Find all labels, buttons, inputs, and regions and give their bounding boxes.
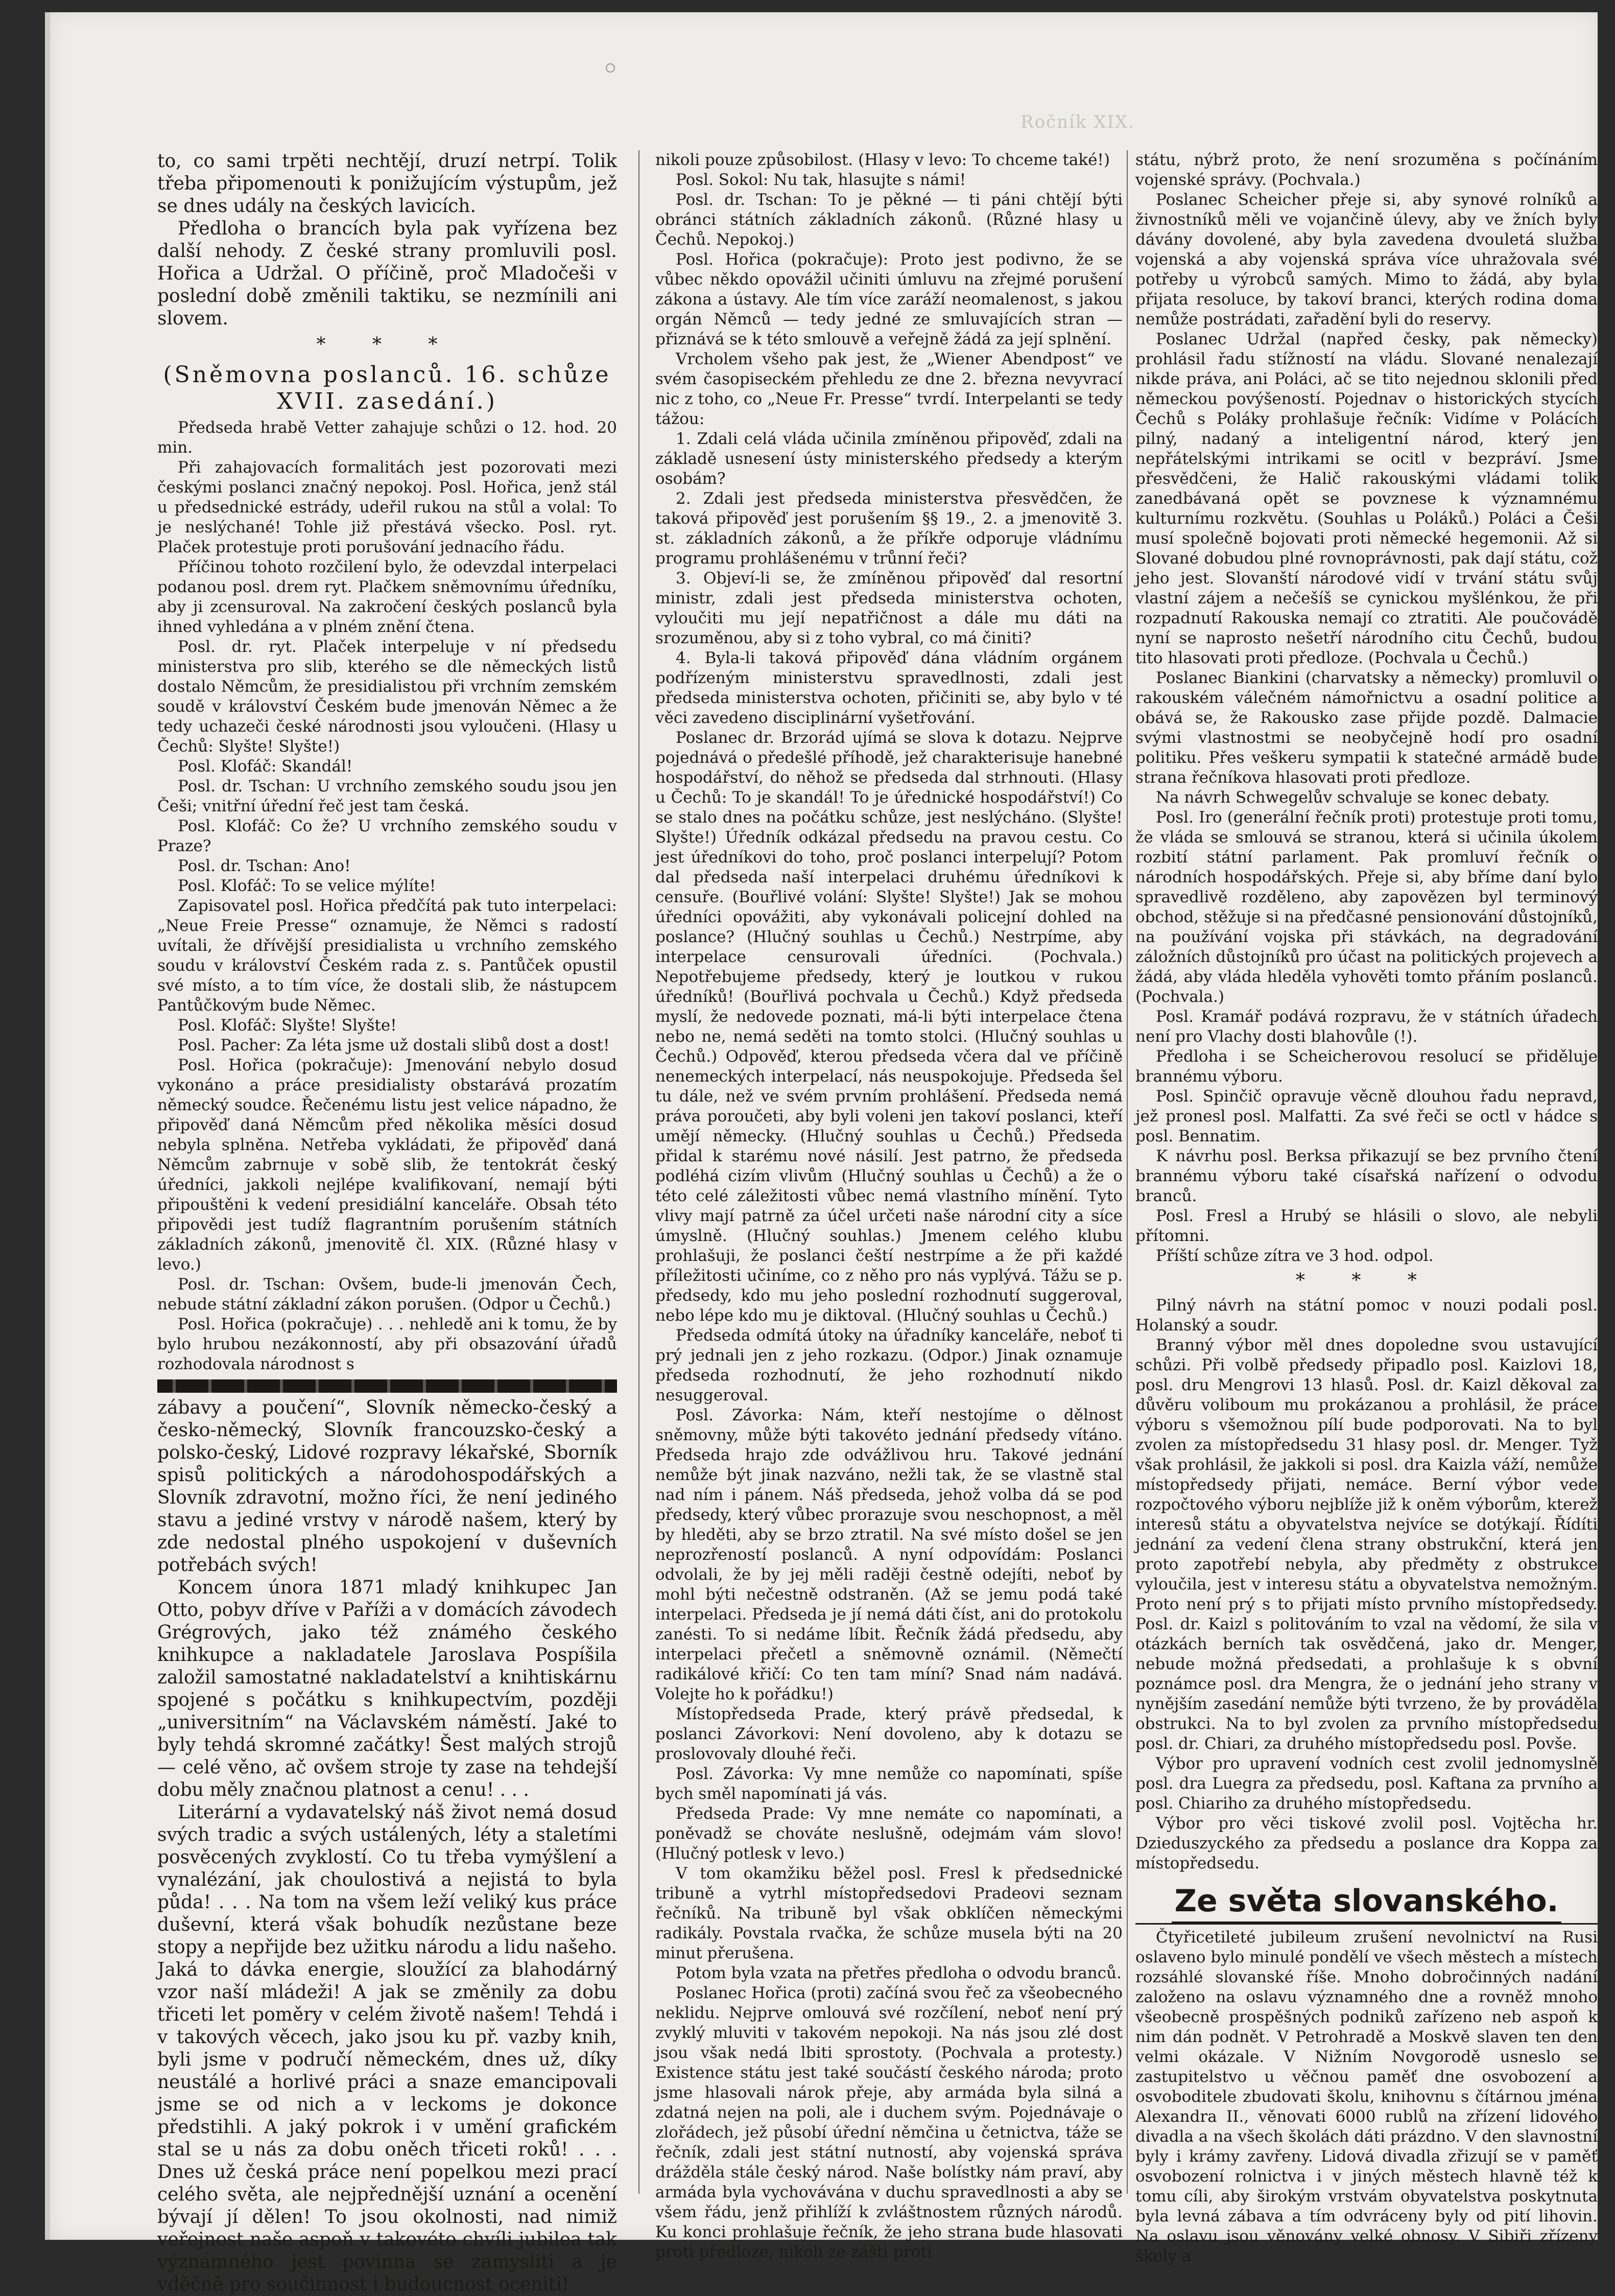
paragraph: Předloha o brancích byla pak vyřízena bez další nehody. Z české strany promluvili posl. Hořica a Udržal. O příčině, proč Mladočeši v poslední době změnili taktiku, se nezmínili ani slovem. <box>157 218 617 329</box>
paragraph: Předseda odmítá útoky na úřadníky kanceláře, neboť ti prý jednali jen z jeho rozkazu. (Odpor.) Jinak oznamuje předseda rozhodnutí, že jeho rozhodnutí nikdo nesuggeroval. <box>655 1326 1123 1404</box>
paragraph: Potom byla vzata na přetřes předloha o odvodu branců. <box>676 1964 1122 1982</box>
paragraph: Literární a vydavatelský náš život nemá dosud svých tradic a svých ustálených, léty a staletími posvěcených zvyklostí. Co tu třeba vymýšlení a vynalézání, jak choulostivá a nejistá to byla půda! . . . Na tom na všem leží veliký kus práce duševní, která však bohudík nezůstane beze stopy a nepřijde bez užitku národu a lidu našeho. Jaká to dávka energie, sloužící za blahodárný vzor naší mládeži! A jak se změnily za dobu třiceti let poměry v celém životě našem! Tehdá i v takových věcech, jako jsou ku př. vazby knih, byli jsme v područí německém, dnes už, díky neustálé a horlivé práci a snaze emancipovali jsme se od nich a v leckoms je dokonce předstihli. A jaký pokrok i v umění grafickém stal se u nás za dobu oněch třiceti roků! . . . Dnes už česká práce není popelkou mezi prací celého světa, ale nejpřednější uznání a ocenění bývají jí dělen! To jsou okolnosti, nad nimiž veřejnost naše aspoň v takovéto chvíli jubilea tak významného jest povinna se zamysliti a je vděčně pro součinnost i budoucnost oceniti! <box>157 1802 617 2295</box>
paragraph: Posl. Spinčič opravuje věcně dlouhou řadu nepravd, jež pronesl posl. Malfatti. Za své řeči se octl v hádce s posl. Bennatim. <box>1135 1087 1598 1145</box>
paragraph: Branný výbor měl dnes dopoledne svou ustavující schůzi. Při volbě předsedy připadlo posl. Kaizlovi 18, posl. dru Mengrovi 13 hlasů. Posl. dr. Kaizl děkoval za důvěru voliboum mu prokázanou a prohlásil, že práce výboru s všemožnou pílí bude podporovati. Na to byl zvolen za místopředsedu 31 hlasy posl. dr. Menger. Tyž však prohlásil, že jakkoli si posl. dra Kaizla váží, nemůže místopředsedy přijati, nemáce. Berní výbor vede rozpočtového výboru nejblíže již k oněm výborům, kterež interesů státu a obyvatelstva nejvíce se dotýkají. Řídíti jednání za vedení člena strany obstrukční, která jen proto zapotřebí nebyla, aby předměty z obstrukce vyloučila, jest v interesu státu a obyvatelstva nemožným. Proto není prý s to přijati místo prvního místopředsedy. Posl. dr. Kaizl s politováním to vzal na vědomí, že sila v otázkách berních tak osvědčená, jako dr. Menger, nebude možná předsedati, a prohlašuje k s obvní poznámce posl. dra Mengra, že o jednání jeho strany v nynějším zasedání nemůže býti tvrzeno, že by prováděla obstrukci. Na to byl zvolen za prvního místopředsedu posl. dr. Chiari, za druhého místopředsedu posl. Povše. <box>1135 1336 1598 1753</box>
paragraph: Poslanec Scheicher přeje si, aby synové rolníků a živnostníků měli ve vojančině úlevy, aby ve žních byly dávány dovolené, aby byla zavedena dvouletá služba vojenská a aby vojenská správa více uhražovala své potřeby u výrobců samých. Mimo to žádá, aby byla přijata resoluce, by takoví branci, kterých rodina doma nemůže postrádati, zařadění byli do reservy. <box>1135 191 1598 329</box>
paragraph: Posl. Hořica (pokračuje): Jmenování nebylo dosud vykonáno a práce presidialisty obstarává prozatím německý soudce. Řečenému listu jest velice nápadno, že připověď daná Němcům před několika měsíci dosud nebyla splněna. Netřeba vykládati, že připověď daná Němcům zabrnuje v sobě slib, že tentokrát český úředníci, jakkoli nejlépe kvalifikovaní, nemají býti připouštěni k vedení presidiální kanceláře. Obsah této připovědi jest tudíž flagrantním porušením státních základních zákonů, jmenovitě čl. XIX. (Různé hlasy v levo.) <box>157 1056 617 1274</box>
feuilleton-divider-bar <box>157 1379 617 1393</box>
paragraph: Posl. Hořica (pokračuje) . . . nehledě ani k tomu, že by bylo hrubou nezákonností, aby při obsazování úřadů rozhodovala národnost s <box>157 1315 617 1373</box>
paragraph: Posl. Sokol: Nu tak, hlasujte s námi! <box>676 171 966 189</box>
paragraph: Posl. Hořica (pokračuje): Proto jest podivno, že se vůbec někdo opovážil učiniti úmluvu na zřejmé porušení zákona a ústavy. Ale tím více zaráží neomalenost, s jakou orgán Němců — tedy jedné ze smluvajících stran — přiznává se k této smlouvě a veřejně žádá za její splnění. <box>655 250 1123 348</box>
paragraph: Na návrh Schwegelův schvaluje se konec debaty. <box>1156 788 1550 807</box>
paragraph: Posl. dr. Tschan: Ovšem, bude-li jmenován Čech, nebude státní základní zákon porušen. (Odpor u Čechů.) <box>157 1275 617 1314</box>
paragraph: Čtyřicetileté jubileum zrušení nevolnictví na Rusi oslaveno bylo minulé pondělí ve všech městech a místech rozsáhlé slovanské říše. Mnoho dobročinných nadání založeno na oslavu významného dne a rovněž mnoho všeobecně prospěšných podniků zařízeno neb aspoň k nim dán podnět. V Petrohradě a Moskvě slaven ten den velmi okázale. V Nižním Novgorodě usneslo se zastupitelstvo u věčnou paměť dne osvobození a osvoboditele zbudovati školu, knihovnu s čítárnou jména Alexandra II., věnovati 6000 rublů na zřízení lidového divadla a na všech školách dáti prázdno. V den slavnostní byly i krámy zavřeny. Lidová divadla zřizují se v paměť osvobození rolnictva i v jiných městech hlavně též k tomu cíli, aby širokým vrstvám obyvatelstva poskytnuta byla levná zábava a tím odvráceny byly od pití lihovin. Na oslavu jsou věnovány velké obnosy. V Sibiři zřízeny školy a <box>1135 1928 1598 2265</box>
paragraph: Výbor pro upravení vodních cest zvolil jednomyslně posl. dra Luegra za předsedu, posl. Kaftana za prvního a posl. Chiariho za druhého místopředsedu. <box>1135 1754 1598 1813</box>
paragraph: V tom okamžiku běžel posl. Fresl k předsednické tribuně a vytrhl místopředsedovi Pradeovi seznam řečníků. Na tribuně byl však obklíčen německými radikály. Povstala rvačka, že schůze musela býti na 20 minut přerušena. <box>655 1864 1123 1962</box>
paragraph: Posl. Klofáč: Skandál! <box>178 757 353 776</box>
paragraph: Posl. Iro (generální řečník proti) protestuje proti tomu, že vláda se smlouvá se stranou, která si učinila úkolem rozbití státní parlament. Pak promluví řečník o národních hospodářských. Přeje si, aby bříme daní bylo spravedlivě rozděleno, aby zapovězen byl terminový obchod, stěžuje si na předčasné pensionování důstojníků, na používání vojska při stávkách, na degradování záložních důstojníků pro účast na politických projevech a žádá, aby vláda hleděla vyhověti tomto přáním poslanců. (Pochvala.) <box>1135 808 1598 1006</box>
paragraph: Výbor pro věci tiskové zvolil posl. Vojtěcha hr. Dzieduszyckého za předsedu a poslance dra Koppa za místopředsedu. <box>1135 1814 1598 1872</box>
paragraph: K návrhu posl. Berksa přikazují se bez prvního čtení brannému výboru také císařská nařízení o odvodu branců. <box>1135 1147 1598 1205</box>
paragraph: Posl. Kramář podává rozpravu, že v státních úřadech není pro Vlachy dosti blahovůle (!). <box>1135 1008 1598 1046</box>
paragraph: Posl. Klofáč: Slyšte! Slyšte! <box>178 1016 397 1035</box>
section-heading <box>1135 1881 1598 1925</box>
session-heading: (Sněmovna poslanců. 16. schůze XVII. zasedání.) <box>163 362 611 414</box>
paragraph: Zapisovatel posl. Hořica předčítá pak tuto interpelaci: „Neue Freie Presse“ oznamuje, že Němci s radostí uvítali, že dřívější presidialista u vrchního zemského soudu v království Českém rada z. s. Pantůček opustil své místo, a to tím více, že dostali slib, že nástupcem Pantůčkovým bude Němec. <box>157 897 617 1015</box>
paragraph: Posl. dr. Tschan: Ano! <box>178 857 351 875</box>
paragraph: 3. Objeví-li se, že zmíněnou připověď dal resortní ministr, zdali jest předseda ministerstva ochoten, vyloučiti mu její nepatřičnost a dále mu dáti na srozuměnou, aby si z toho vybral, co má činiti? <box>655 569 1123 647</box>
paragraph: Předseda Prade: Vy mne nemáte co napomínati, a poněvadž se chováte neslušně, odejmám vám slovo! (Hlučný potlesk v levo.) <box>655 1805 1123 1863</box>
paragraph: Posl. Pacher: Za léta jsme už dostali slibů dost a dost! <box>178 1036 610 1055</box>
paragraph: nikoli pouze způsobilost. (Hlasy v levo: To chceme také!) <box>655 151 1110 169</box>
paragraph: Posl. Fresl a Hrubý se hlásili o slovo, ale nebyli přítomni. <box>1135 1207 1598 1245</box>
paragraph: Posl. Klofáč: Co že? U vrchního zemského soudu v Praze? <box>157 817 617 855</box>
column-right <box>1135 150 1598 2265</box>
paragraph: Poslanec dr. Brzorád ujímá se slova k dotazu. Nejprve pojednává o předešlé příhodě, jež charakterisuje hanebné hospodářství, do něhož se předseda dal strhnouti. (Hlasy u Čechů: To je skandál! To je úřednické hospodářství!) Co se stalo dnes na počátku schůze, jest neslýcháno. (Slyšte! Slyšte!) Úředník odkázal předsedu na pravou cestu. Co jest úředníkovi do toho, proč poslanci interpelují? Potom dal předseda naší interpelaci druhému úředníkovi k censuře. (Bouřlivé volání: Slyšte! Slyšte!) Jak se mohou úředníci opovážiti, aby vykonávali policejní dohled na poslance? (Hlučný souhlas u Čechů.) Nestrpíme, aby interpelace censurovali úředníci. (Pochvala.) Nepotřebujeme předsedy, který je loutkou v rukou úředníků! (Bouřlivá pochvala u Čechů.) Když předseda myslí, že nedovede poznati, má-li býti interpelace čtena nebo ne, nemá seděti na tomto stolci. (Hlučný souhlas u Čechů.) Odpověď, kterou předseda včera dal ve příčině nenemeckých interpelací, nás neuspokojuje. Předseda šel tu dále, než ve svém prvním prohlášení. Předseda nemá práva poroučeti, aby byli voleni jen takoví poslanci, kteří umějí německy. (Hlučný souhlas u Čechů.) Předseda přidal k starému nové násilí. Jest patrno, že předseda podléhá cizím vlivům (Hlučný souhlas u Čechů) a že o této celé záležitosti vůbec nemá vlastního mínění. Tyto vlivy mají patrně za účel určeti naše národní city a síce úmyslně. (Hlučný souhlas.) Jmenem celého klubu prohlašuji, že poslanci čeští nestrpíme a že při každé příležitosti učiníme, co z něho pro nás vyplývá. Tážu se p. předsedy, kdo mu jeho poslední rozhodnutí suggeroval, nebo lépe kdo mu je diktoval. (Hlučný souhlas u Čechů.) <box>655 729 1123 1325</box>
column-middle <box>655 150 1123 2261</box>
paragraph: to, co sami trpěti nechtějí, druzí netrpí. Tolik třeba připomenouti k ponižujícím výstupům, jež se dnes udály na českých lavicích. <box>157 151 617 217</box>
binding-hole-mark <box>606 63 615 73</box>
section-heading-text: Ze světa slovanského. <box>1172 1881 1562 1923</box>
paragraph: Poslanec Hořica (proti) začíná svou řeč za všeobecného neklidu. Nejprve omlouvá své rozčílení, neboť není prý zvyklý mluviti v takovém nepokoji. Na nás jsou zlé dost jsou však nedá lbiti sprostoty. (Pochvala a protesty.) Existence státu jest také součástí českého národa; proto jsme hlasovali nárok přeje, aby armáda byla silná a zdatná nejen na poli, ale i duchem svým. Pojednávaje o zlořádech, jež působí úřední němčina u četnictva, táže se řečník, zdali jest státní nutností, aby vojenská správa drážděla stále český národ. Naše bolístky nám praví, aby armáda byla vychovávána v duchu spravedlnosti a aby se všem řádu, jenž přihlíží k zvláštnostem různých národů. Ku konci prohlašuje řečník, že jeho strana bude hlasovati proti předloze, nikoli ze zášti proti <box>655 1984 1123 2261</box>
paragraph: Posl. dr. Tschan: To je pěkné — ti páni chtějí býti obránci státních základních zákonů. (Různé hlasy u Čechů. Nepokoj.) <box>655 191 1123 249</box>
paragraph: státu, nýbrž proto, že není srozuměna s počínáním vojenské správy. (Pochvala.) <box>1135 151 1598 189</box>
paragraph: Místopředseda Prade, který právě předsedal, k poslanci Závorkovi: Není dovoleno, aby k dotazu se proslovovaly dlouhé řeči. <box>655 1705 1123 1763</box>
newspaper-page <box>45 12 1598 2295</box>
column-rule-left <box>638 150 639 2194</box>
column-left <box>157 150 617 2295</box>
paragraph: Poslanec Udržal (napřed česky, pak německy) prohlásil řadu stížností na vládu. Slované nenalezají nikde práva, ani Poláci, ač se tito nejednou sklonili před německou povýšeností. Pojednav o historických stycích Čechů s Poláky prohlašuje řečník: Vidíme v Polácích pilný, nadaný a inteligentní národ, který jen nepřátelskými intrikami se ocitl v bezpráví. Jsme přesvědčeni, že Halič rakouskými vládami tolik zanedbávaná opět se povznese k významnému kulturnímu rozkvětu. (Souhlas u Poláků.) Poláci a Češi musí společně bojovati proti německé hegemonii. Až si Slované dobudou plné rovnoprávnosti, pak dají státu, což jeho jest. Slovanští národové vidí v trvání státu svůj vlastní zájem a nečešíš se cynickou myšlénkou, že při rozpadnutí Rakouska nemají co ztratiti. Ale poučovádě nyní se naprosto nešetří národního citu Čechů, budou tito hlasovati proti předloze. (Pochvala u Čechů.) <box>1135 330 1598 667</box>
paragraph: Při zahajovacích formalitách jest pozorovati mezi českými poslanci značný nepokoj. Posl. Hořica, jenž stál u předsednické estrády, udeřil rukou na stůl a volal: To je neslýchané! Tohle již přestává všecko. Posl. ryt. Plaček protestuje proti porušování jednacího řádu. <box>157 458 617 556</box>
paragraph: 1. Zdali celá vláda učinila zmíněnou připověď, zdali na základě usnesení ústy ministerského předsedy a kterým osobám? <box>655 430 1123 488</box>
paragraph: Koncem února 1871 mladý knihkupec Jan Otto, pobyv dříve v Paříži a v domácích závodech Grégrových, jako též známého českého knihkupce a nakladatele Jaroslava Pospíšila založil samostatné nakladatelství a knihtiskárnu spojené s počátku s knihkupectvím, později „universitním“ na Václavském náměstí. Jaké to byly tehdá skromné začátky! Šest malých strojů — celé věno, ač ovšem stroje ty zase na tehdejší dobu měly značnou platnost a cenu! . . . <box>157 1577 617 1800</box>
paragraph: Předloha i se Scheicherovou resolucí se přiděluje brannému výboru. <box>1135 1047 1598 1086</box>
paragraph: Posl. dr. Tschan: U vrchního zemského soudu jsou jen Češi; vnitřní úřední řeč jest tam česká. <box>157 777 617 815</box>
section-divider-stars: * * * <box>316 334 458 355</box>
paragraph: Poslanec Biankini (charvatsky a německy) promluvil o rakouském válečném námořnictvu a osadní politice a obává se, že Rakousko zase přijde pozdě. Dalmacie svými vlastnostmi se neobyčejně hodí pro osadní politiku. Přes veškeru sympatii k statečné armádě bude strana řečníkova hlasovati proti předloze. <box>1135 669 1598 787</box>
paragraph: Příčinou tohoto rozčilení bylo, že odevzdal interpelaci podanou posl. drem ryt. Plačkem sněmovnímu úředníku, aby ji zcensuroval. Na zakročení českých poslanců byla ihned vyhledána a v plném znění čtena. <box>157 558 617 636</box>
paragraph: Posl. Klofáč: To se velice mýlíte! <box>178 877 436 895</box>
bleed-through-header: Ročník XIX. <box>1020 112 1135 132</box>
paragraph: Posl. Závorka: Vy mne nemůže co napomínati, spíše bych směl napomínati já vás. <box>655 1765 1123 1803</box>
column-rule-right <box>1127 150 1128 2194</box>
paragraph: Příští schůze zítra ve 3 hod. odpol. <box>1156 1247 1434 1265</box>
paragraph: 2. Zdali jest předseda ministerstva přesvědčen, že taková připověď jest porušením §§ 19., 2. a jmenovitě 3. st. základních zákonů, a že příkře odporuje vládnímu programu prohlášenému v trůnní řeči? <box>655 489 1123 568</box>
paragraph: 4. Byla-li taková připověď dána vládním orgánem podřízeným ministerstvu spravedlnosti, zdali jest předseda ministerstva ochoten, přičiniti se, aby bylo v té věci zavedeno disciplinární vyšetřování. <box>655 649 1123 727</box>
paragraph: Posl. Závorka: Nám, kteří nestojíme o dělnost sněmovny, může býti takovéto jednání předsedy vítáno. Předseda hrajo zde odvážlivou hru. Takové jednání nemůže být jinak nazváno, nežli tak, že se vlastně stal nad ním i pánem. Náš předseda, jehož volba dá se pod předsedy, který vůbec prorazuje svou neschopnost, a měl by hleděti, aby se brzo ztratil. Na své místo došel se jen neprozřeností poslanců. A nyní odpovídám: Poslanci odvolali, že by jej měli raději čestně odejíti, neboť by mohl býti nečestně odstraněn. (Až se jemu podá také interpelaci. Předseda je jí nemá dáti číst, ani do protokolu zanésti. To si nedáme líbit. Řečník žádá předsedu, aby interpelaci přečetl a sněmovně oznámil. (Němečtí radikálové křičí: Co ten tam míní? Snad nám nadává. Volejte ho k pořádku!) <box>655 1406 1123 1703</box>
paragraph: Posl. dr. ryt. Plaček interpeluje v ní předsedu ministerstva pro slib, kterého se dle německých listů dostalo Němcům, že presidialistou při vrchním zemském soudě v království Českém bude jmenován Němec a že tedy uchazeči české národnosti jsou vyloučeni. (Hlasy u Čechů: Slyšte! Slyšte!) <box>157 638 617 756</box>
paragraph: Předseda hrabě Vetter zahajuje schůzi o 12. hod. 20 min. <box>157 418 617 457</box>
paragraph: Vrcholem všeho pak jest, že „Wiener Abendpost“ ve svém časopiseckém přehledu ze dne 2. března nevyvrací nic z toho, co „Neue Fr. Presse“ tvrdí. Interpelanti se tedy tážou: <box>655 350 1123 428</box>
paragraph: zábavy a poučení“, Slovník německo-český a česko-německý, Slovník francouzsko-český a polsko-český, Lidové rozpravy lékařské, Sborník spisů politických a národohospodářských a Slovník zdravotní, možno říci, že není jediného stavu a jediné vrstvy v národě našem, který by zde nedostal plného uspokojení v duševních potřebách svých! <box>157 1397 617 1576</box>
paragraph: Pilný návrh na státní pomoc v nouzi podali posl. Holanský a soudr. <box>1135 1296 1598 1334</box>
section-divider-stars: * * * <box>1296 1270 1437 1291</box>
